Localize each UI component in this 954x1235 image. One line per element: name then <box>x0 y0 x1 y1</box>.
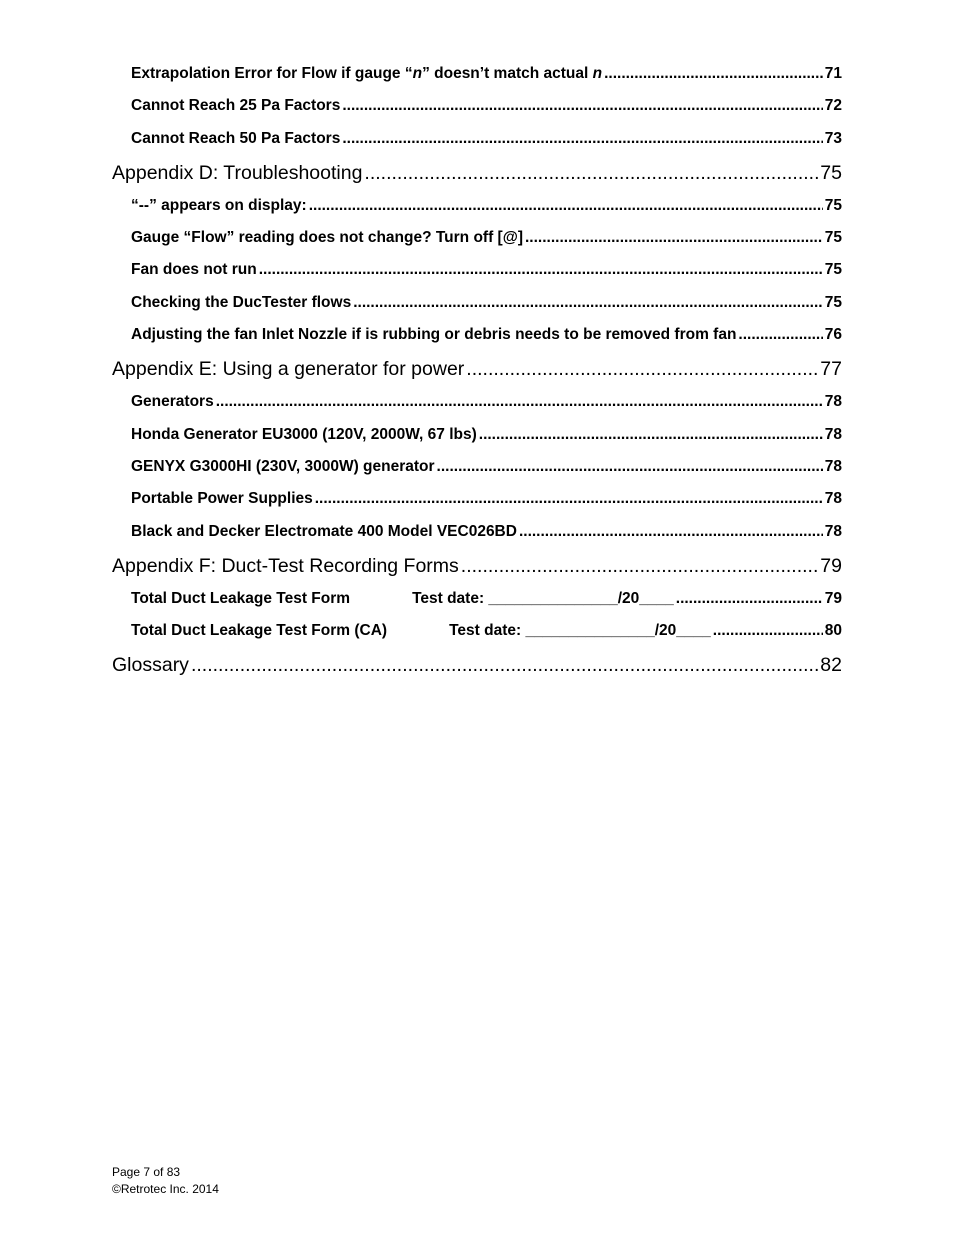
toc-page-number: 73 <box>824 129 842 147</box>
toc-entry-title: GENYX G3000HI (230V, 3000W) generator <box>131 457 435 475</box>
toc-entry[interactable] <box>112 254 842 286</box>
toc-entry[interactable] <box>112 583 842 615</box>
toc-entry-title: Cannot Reach 50 Pa Factors <box>131 129 341 147</box>
toc-entry-title: Generators <box>131 393 214 411</box>
toc-section-title: Glossary <box>112 654 189 677</box>
dot-leader <box>259 254 823 286</box>
toc-page-number: 75 <box>824 261 842 279</box>
dot-leader <box>713 615 823 647</box>
toc-page-number: 76 <box>824 326 842 344</box>
toc-entry-title: Gauge “Flow” reading does not change? Turn off [@] <box>131 229 523 247</box>
dot-leader <box>342 123 822 155</box>
toc-section-entry[interactable] <box>112 352 842 386</box>
dot-leader <box>437 451 823 483</box>
dot-leader <box>519 516 823 548</box>
toc-entry-title: Adjusting the fan Inlet Nozzle if is rubbing or debris needs to be removed from fan <box>131 326 737 344</box>
toc-page-number: 78 <box>824 522 842 540</box>
toc-entry[interactable] <box>112 190 842 222</box>
page-number-label: Page 7 of 83 <box>112 1165 181 1179</box>
dot-leader <box>466 352 818 386</box>
toc-entry-title: Black and Decker Electromate 400 Model VEC026BD <box>131 522 517 540</box>
dot-leader <box>191 648 818 682</box>
toc-entry[interactable] <box>112 123 842 155</box>
toc-entry[interactable] <box>112 90 842 122</box>
toc-page-number: 78 <box>824 393 842 411</box>
toc-section-entry[interactable] <box>112 648 842 682</box>
toc-page-number: 78 <box>824 490 842 508</box>
toc-entry[interactable] <box>112 287 842 319</box>
toc-page-number: 75 <box>824 229 842 247</box>
dot-leader <box>353 287 823 319</box>
toc-page-number: 82 <box>820 654 842 677</box>
toc-entry[interactable] <box>112 386 842 418</box>
toc-entry-title: Total Duct Leakage Test Form (CA) Test date: _______________/20____ <box>131 622 711 640</box>
toc-entry-title: Fan does not run <box>131 261 257 279</box>
dot-leader <box>604 58 823 90</box>
toc-section-entry[interactable] <box>112 549 842 583</box>
toc-page-number: 75 <box>824 196 842 214</box>
toc-page-number: 79 <box>820 554 842 577</box>
toc-page-number: 75 <box>824 293 842 311</box>
toc-page-number: 71 <box>824 65 842 82</box>
toc-page-number: 78 <box>824 457 842 475</box>
dot-leader <box>364 156 818 190</box>
toc-entry[interactable] <box>112 483 842 515</box>
toc-entry[interactable] <box>112 319 842 351</box>
dot-leader <box>525 222 823 254</box>
toc-page-number: 77 <box>820 358 842 381</box>
toc-section-title: Appendix F: Duct-Test Recording Forms <box>112 554 459 577</box>
dot-leader <box>461 549 819 583</box>
test-date-field: Test date: _______________/20____ <box>449 622 711 640</box>
toc-section-title: Appendix E: Using a generator for power <box>112 358 465 381</box>
toc-entry[interactable] <box>112 222 842 254</box>
toc-page-number: 80 <box>824 622 842 640</box>
dot-leader <box>479 419 823 451</box>
toc-entry[interactable] <box>112 516 842 548</box>
toc-page-number: 79 <box>824 589 842 607</box>
dot-leader <box>676 583 823 615</box>
test-date-field: Test date: _______________/20____ <box>412 589 674 607</box>
toc-page-number: 75 <box>820 161 842 184</box>
dot-leader <box>342 90 822 122</box>
toc-page-number: 78 <box>824 425 842 443</box>
page-footer <box>112 1164 219 1198</box>
toc-entry-title: Extrapolation Error for Flow if gauge “n” doesn’t match actual n <box>131 65 603 82</box>
toc-entry[interactable] <box>112 451 842 483</box>
dot-leader <box>315 483 823 515</box>
toc-entry[interactable] <box>112 615 842 647</box>
copyright-notice: ©Retrotec Inc. 2014 <box>112 1182 219 1196</box>
toc-section-title: Appendix D: Troubleshooting <box>112 161 363 184</box>
toc-entry[interactable] <box>112 419 842 451</box>
toc-page-number: 72 <box>824 97 842 115</box>
toc-entry-title: Checking the DucTester flows <box>131 293 352 311</box>
dot-leader <box>309 190 823 222</box>
toc-entry-title: Cannot Reach 25 Pa Factors <box>131 97 341 115</box>
toc-entry-title: “--” appears on display: <box>131 196 307 214</box>
toc-entry-title: Total Duct Leakage Test Form Test date: _______________/20____ <box>131 589 674 607</box>
dot-leader <box>216 386 823 418</box>
dot-leader <box>738 319 822 351</box>
toc-entry-title: Portable Power Supplies <box>131 490 313 508</box>
toc-entry[interactable] <box>112 58 842 90</box>
toc-section-entry[interactable] <box>112 156 842 190</box>
table-of-contents <box>112 58 842 682</box>
toc-entry-title: Honda Generator EU3000 (120V, 2000W, 67 lbs) <box>131 425 477 443</box>
